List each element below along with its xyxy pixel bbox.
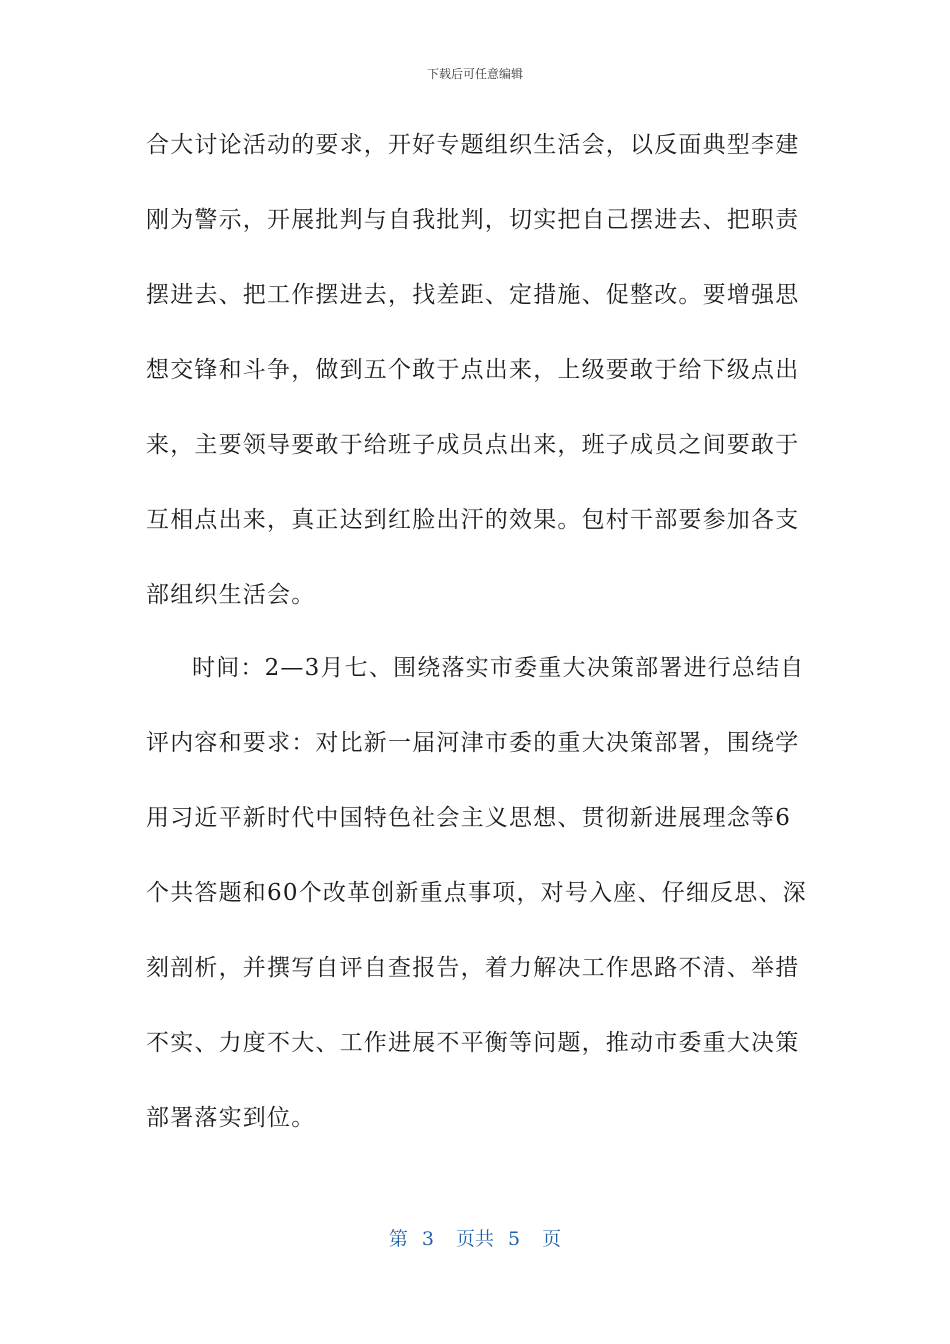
footer-page-label: 第 (388, 1228, 408, 1250)
page-header: 下载后可任意编辑 (426, 67, 523, 81)
body-line: 不实、力度不大、工作进展不平衡等问题，推动市委重大决策 (146, 1030, 800, 1056)
footer-of-label: 页共 (455, 1228, 494, 1250)
paragraph-first-line: 时间：2—3月七、围绕落实市委重大决策部署进行总结自 (192, 655, 805, 681)
footer-end-label: 页 (542, 1228, 562, 1250)
body-line: 摆进去、把工作摆进去，找差距、定措施、促整改。要增强思 (146, 282, 800, 308)
body-line: 部署落实到位。 (146, 1105, 316, 1131)
body-line: 互相点出来，真正达到红脸出汗的效果。包村干部要参加各支 (146, 507, 800, 533)
body-line: 来，主要领导要敢于给班子成员点出来，班子成员之间要敢于 (146, 432, 800, 458)
body-line: 想交锋和斗争，做到五个敢于点出来，上级要敢于给下级点出 (146, 357, 800, 383)
body-line: 部组织生活会。 (146, 582, 316, 608)
body-line: 刻剖析，并撰写自评自查报告，着力解决工作思路不清、举措 (146, 955, 800, 981)
current-page-number: 3 (421, 1228, 434, 1250)
body-line: 用习近平新时代中国特色社会主义思想、贯彻新进展理念等6 (146, 805, 792, 831)
total-pages-number: 5 (508, 1228, 521, 1250)
page-footer (0, 1226, 950, 1252)
body-line: 合大讨论活动的要求，开好专题组织生活会，以反面典型李建 (146, 132, 800, 158)
body-line: 刚为警示，开展批判与自我批判，切实把自己摆进去、把职责 (146, 207, 800, 233)
body-line: 评内容和要求：对比新一届河津市委的重大决策部署，围绕学 (146, 730, 800, 756)
body-line: 个共答题和60个改革创新重点事项，对号入座、仔细反思、深 (146, 880, 807, 906)
